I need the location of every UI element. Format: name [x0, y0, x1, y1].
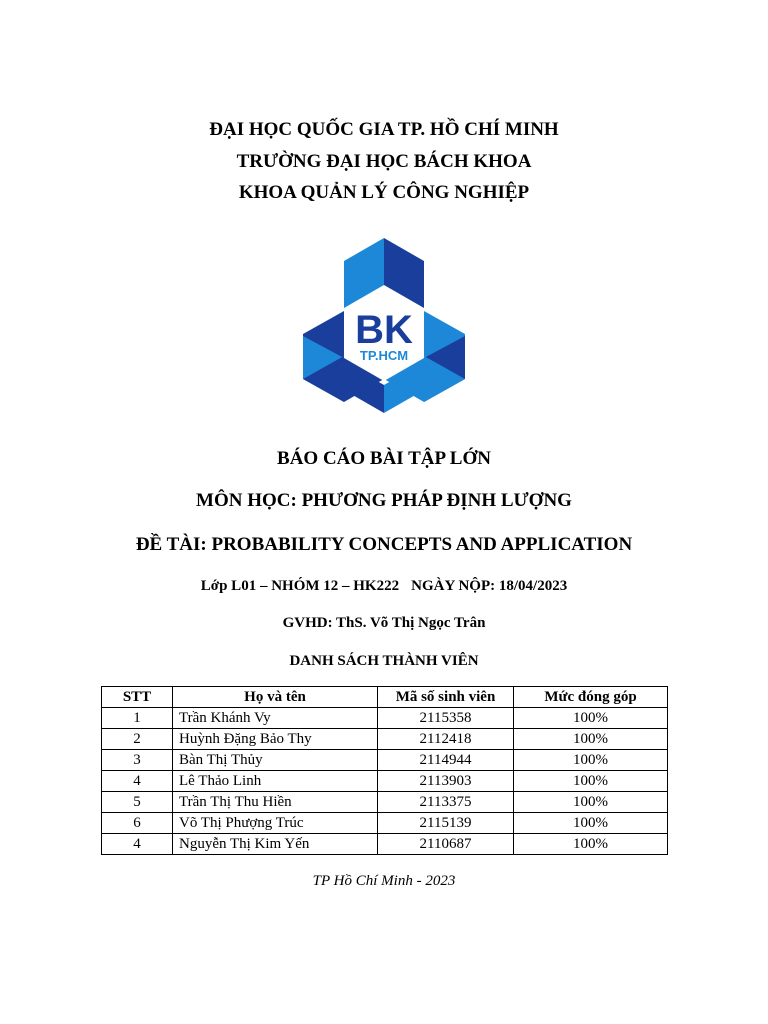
cell-stt: 4	[102, 834, 173, 855]
cell-student-id: 2112418	[378, 729, 514, 750]
subject-title: MÔN HỌC: PHƯƠNG PHÁP ĐỊNH LƯỢNG	[196, 490, 572, 511]
table-row	[102, 729, 668, 750]
logo-sub-text: TP.HCM	[359, 348, 409, 363]
cell-contribution: 100%	[514, 708, 668, 729]
cell-stt: 4	[102, 771, 173, 792]
cell-contribution: 100%	[514, 750, 668, 771]
bk-tphcm-logo	[300, 238, 468, 413]
cell-stt: 3	[102, 750, 173, 771]
cell-stt: 5	[102, 792, 173, 813]
table-row	[102, 750, 668, 771]
table-row	[102, 771, 668, 792]
column-header-name: Họ và tên	[173, 687, 378, 708]
submission-date: NGÀY NỘP: 18/04/2023	[411, 578, 568, 594]
cell-student-id: 2113375	[378, 792, 514, 813]
cell-stt: 6	[102, 813, 173, 834]
cell-contribution: 100%	[514, 771, 668, 792]
table-row	[102, 708, 668, 729]
footer-place-year: TP Hồ Chí Minh - 2023	[312, 873, 456, 889]
table-header-row	[102, 687, 668, 708]
school-name: TRƯỜNG ĐẠI HỌC BÁCH KHOA	[236, 151, 532, 172]
cell-contribution: 100%	[514, 834, 668, 855]
cell-student-id: 2115139	[378, 813, 514, 834]
cell-stt: 2	[102, 729, 173, 750]
column-header-stt: STT	[102, 687, 173, 708]
members-table	[101, 686, 668, 855]
cell-contribution: 100%	[514, 729, 668, 750]
cell-name: Nguyễn Thị Kim Yến	[173, 834, 378, 855]
class-info: Lớp L01 – NHÓM 12 – HK222	[200, 578, 400, 594]
members-title: DANH SÁCH THÀNH VIÊN	[289, 653, 479, 669]
table-row	[102, 834, 668, 855]
cell-student-id: 2114944	[378, 750, 514, 771]
column-header-contribution: Mức đóng góp	[514, 687, 668, 708]
cell-contribution: 100%	[514, 813, 668, 834]
topic-title: ĐỀ TÀI: PROBABILITY CONCEPTS AND APPLICATION	[135, 534, 633, 555]
cell-name: Trần Khánh Vy	[173, 708, 378, 729]
cell-name: Lê Thảo Linh	[173, 771, 378, 792]
logo-main-text: BK	[355, 308, 413, 352]
cell-student-id: 2115358	[378, 708, 514, 729]
table-row	[102, 813, 668, 834]
column-header-student-id: Mã số sinh viên	[378, 687, 514, 708]
cell-name: Trần Thị Thu Hiền	[173, 792, 378, 813]
report-title: BÁO CÁO BÀI TẬP LỚN	[277, 448, 491, 469]
cell-name: Võ Thị Phượng Trúc	[173, 813, 378, 834]
cell-student-id: 2113903	[378, 771, 514, 792]
cell-name: Bàn Thị Thủy	[173, 750, 378, 771]
class-info-line	[0, 575, 768, 597]
cell-name: Huỳnh Đặng Bảo Thy	[173, 729, 378, 750]
cell-contribution: 100%	[514, 792, 668, 813]
faculty-name: KHOA QUẢN LÝ CÔNG NGHIỆP	[238, 182, 530, 203]
cell-student-id: 2110687	[378, 834, 514, 855]
table-row	[102, 792, 668, 813]
advisor: GVHD: ThS. Võ Thị Ngọc Trân	[282, 615, 486, 631]
university-name: ĐẠI HỌC QUỐC GIA TP. HỒ CHÍ MINH	[209, 119, 559, 140]
cell-stt: 1	[102, 708, 173, 729]
